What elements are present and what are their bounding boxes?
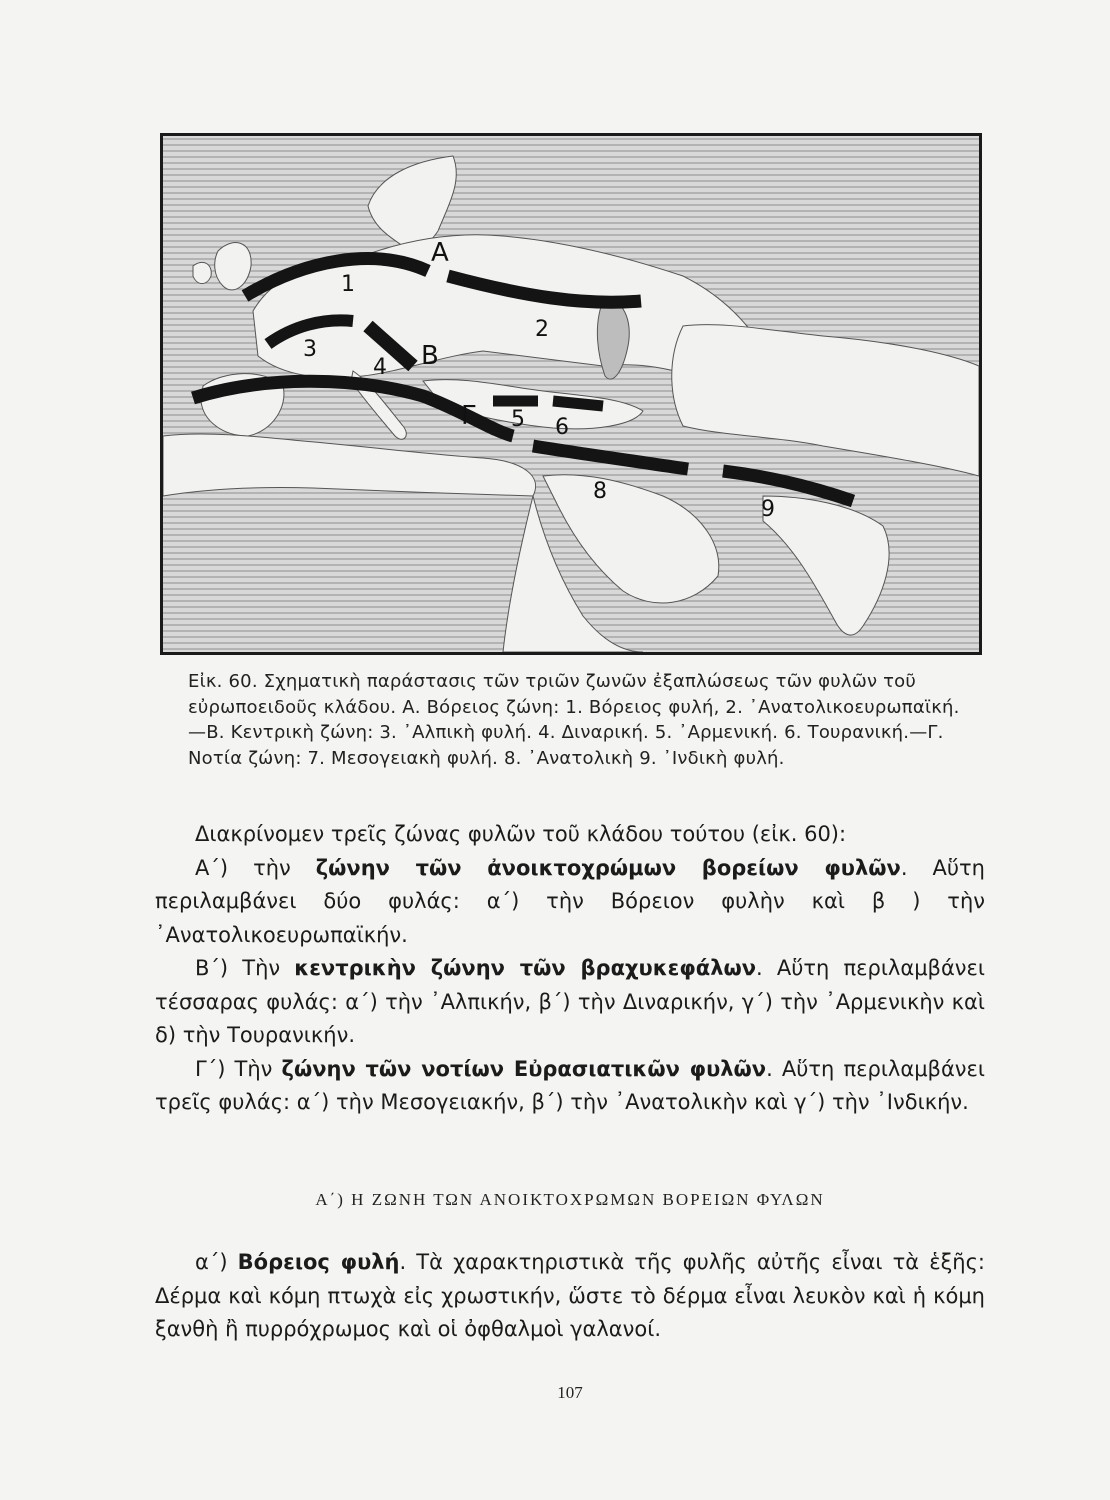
- northern-race-paragraph: α΄) Βόρειος φυλή. Τὰ χαρακτηριστικὰ τῆς φυλῆς αὐτῆς εἶναι τὰ ἑξῆς: Δέρμα καὶ κόμη πτωχὰ εἰς χρωστικήν, ὥστε τὸ δέρμα εἶναι λευκὸν καὶ ἡ κόμη ξανθὴ ἢ πυρρόχρωμος καὶ οἱ ὀφθαλμοὶ γαλανοί.: [155, 1250, 985, 1341]
- zone-label-b: Β: [421, 341, 439, 371]
- race-label-8: 8: [593, 479, 607, 504]
- race-label-6: 6: [555, 415, 569, 440]
- race-label-2: 2: [535, 317, 549, 342]
- zone-b-paragraph: Β΄) Τὴν κεντρικὴν ζώνην τῶν βραχυκεφάλων. Αὕτη περιλαμβάνει τέσσαρας φυλάς: α΄) τὴν ᾿Αλπικήν, β΄) τὴν Διναρικήν, γ΄) τὴν ᾿Αρμενικὴν καὶ δ) τὴν Τουρανικήν.: [155, 956, 985, 1047]
- zones-map: [163, 136, 979, 652]
- race-label-9: 9: [761, 497, 775, 522]
- race-label-4: 4: [373, 355, 387, 380]
- race-label-3: 3: [303, 337, 317, 362]
- band-turanian: [553, 401, 603, 406]
- zone-label-a: Α: [431, 238, 449, 268]
- zone-label-c: Γ: [461, 401, 476, 431]
- zones-description: [155, 818, 985, 1120]
- intro-paragraph: Διακρίνομεν τρεῖς ζώνας φυλῶν τοῦ κλάδου τούτου (εἰκ. 60):: [195, 822, 847, 846]
- race-label-1: 1: [341, 272, 355, 297]
- section-heading: Α΄) Η ΖΩΝΗ ΤΩΝ ΑΝΟΙΚΤΟΧΡΩΜΩΝ ΒΟΡΕΙΩΝ ΦΥΛΩΝ: [315, 1190, 825, 1209]
- page-number: 107: [557, 1383, 583, 1402]
- figure-caption: Εἰκ. 60. Σχηματικὴ παράστασις τῶν τριῶν ζωνῶν ἐξαπλώσεως τῶν φυλῶν τοῦ εὐρωποειδοῦς κλάδου. Α. Βόρειος ζώνη: 1. Βόρειος φυλή, 2. ᾿Ανατολικοευρωπαϊκή.—Β. Κεντρικὴ ζώνη: 3. ᾿Αλπικὴ φυλή. 4. Διναρική. 5. ᾿Αρμενική. 6. Τουρανική.—Γ. Νοτία ζώνη: 7. Μεσογειακὴ φυλή. 8. ᾿Ανατολικὴ 9. ᾿Ινδικὴ φυλή.: [188, 671, 960, 769]
- race-label-5: 5: [511, 407, 525, 432]
- zone-c-paragraph: Γ΄) Τὴν ζώνην τῶν νοτίων Εὐρασιατικῶν φυλῶν. Αὕτη περιλαμβάνει τρεῖς φυλάς: α΄) τὴν Μεσογειακήν, β΄) τὴν ᾿Ανατολικὴν καὶ γ΄) τὴν ᾿Ινδικήν.: [155, 1056, 985, 1114]
- zone-a-paragraph: Α΄) τὴν ζώνην τῶν ἀνοικτοχρώμων βορείων φυλῶν. Αὕτη περιλαμβάνει δύο φυλάς: α΄) τὴν Βόρειον φυλὴν καὶ β ) τὴν ᾿Ανατολικοευρωπαϊκήν.: [155, 855, 985, 947]
- zones-map-figure: [160, 133, 982, 655]
